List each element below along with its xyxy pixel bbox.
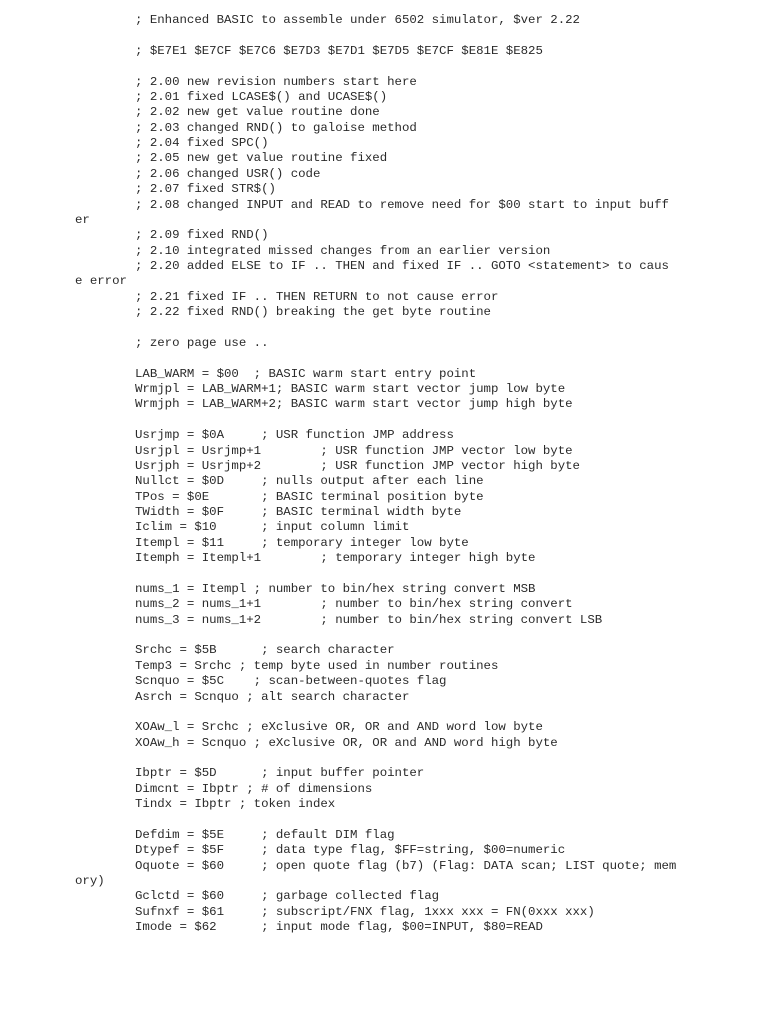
code-line: Scnquo = $5C ; scan-between-quotes flag — [135, 674, 447, 689]
code-line: ; 2.03 changed RND() to galoise method — [135, 120, 417, 135]
blank-line — [0, 413, 768, 428]
code-line-wrapped: ory) — [75, 874, 105, 888]
code-line: ; zero page use .. — [135, 335, 269, 350]
code-line: Nullct = $0D ; nulls output after each line — [135, 474, 484, 489]
code-line: Ibptr = $5D ; input buffer pointer — [135, 766, 425, 781]
blank-line — [0, 628, 768, 643]
code-line-wrapped: e error — [75, 274, 127, 289]
code-line: Oquote = $60 ; open quote flag (b7) (Flag: DATA scan; LIST quote; mem — [135, 858, 677, 873]
blank-line — [0, 567, 768, 582]
code-line-wrapped: er — [75, 212, 90, 227]
blank-line — [0, 813, 768, 828]
code-line: Imode = $62 ; input mode flag, $00=INPUT, $80=READ — [135, 920, 543, 935]
code-line: Usrjmp = $0A ; USR function JMP address — [135, 428, 454, 443]
code-line: nums_1 = Itempl ; number to bin/hex string convert MSB — [135, 581, 536, 596]
blank-line — [0, 28, 768, 43]
blank-line — [0, 751, 768, 766]
code-line: XOAw_h = Scnquo ; eXclusive OR, OR and AND word high byte — [135, 735, 558, 750]
blank-line — [0, 321, 768, 336]
code-line: ; 2.06 changed USR() code — [135, 166, 321, 181]
code-line: Temp3 = Srchc ; temp byte used in number routines — [135, 658, 499, 673]
code-line: Tindx = Ibptr ; token index — [135, 797, 336, 812]
code-line: ; Enhanced BASIC to assemble under 6502 simulator, $ver 2.22 — [135, 13, 580, 27]
code-line: Asrch = Scnquo ; alt search character — [135, 689, 410, 704]
code-line: Itempl = $11 ; temporary integer low byte — [135, 535, 469, 550]
code-line: Sufnxf = $61 ; subscript/FNX flag, 1xxx xxx = FN(0xxx xxx) — [135, 904, 595, 919]
code-line: Dimcnt = Ibptr ; # of dimensions — [135, 781, 373, 796]
code-line: XOAw_l = Srchc ; eXclusive OR, OR and AND word low byte — [135, 720, 543, 735]
code-line: LAB_WARM = $00 ; BASIC warm start entry point — [135, 366, 477, 381]
code-line: ; 2.21 fixed IF .. THEN RETURN to not cause error — [135, 289, 499, 304]
code-line: ; 2.10 integrated missed changes from an earlier version — [135, 243, 551, 258]
code-line: TWidth = $0F ; BASIC terminal width byte — [135, 505, 462, 519]
code-line: Usrjph = Usrjmp+2 ; USR function JMP vector high byte — [135, 458, 580, 473]
code-line: ; 2.22 fixed RND() breaking the get byte routine — [135, 305, 491, 320]
code-line: ; 2.08 changed INPUT and READ to remove need for $00 start to input buff — [135, 197, 669, 212]
code-line: ; 2.00 new revision numbers start here — [135, 74, 417, 89]
code-line: Itemph = Itempl+1 ; temporary integer high byte — [135, 551, 536, 566]
code-line: Srchc = $5B ; search character — [135, 643, 395, 658]
code-line: ; 2.05 new get value routine fixed — [135, 151, 388, 166]
code-line: Wrmjpl = LAB_WARM+1; BASIC warm start vector jump low byte — [135, 382, 566, 396]
code-line: ; 2.09 fixed RND() — [135, 228, 269, 243]
code-line: Wrmjph = LAB_WARM+2; BASIC warm start vector jump high byte — [135, 397, 573, 412]
code-line: nums_3 = nums_1+2 ; number to bin/hex string convert LSB — [135, 612, 603, 627]
code-line: TPos = $0E ; BASIC terminal position byte — [135, 489, 484, 504]
code-line: ; 2.07 fixed STR$() — [135, 182, 276, 197]
code-line: ; 2.20 added ELSE to IF .. THEN and fixed IF .. GOTO <statement> to caus — [135, 259, 669, 273]
source-code-listing — [0, 13, 768, 936]
code-line: ; 2.02 new get value routine done — [135, 105, 380, 120]
code-line: nums_2 = nums_1+1 ; number to bin/hex string convert — [135, 597, 573, 612]
code-line: Usrjpl = Usrjmp+1 ; USR function JMP vector low byte — [135, 443, 573, 458]
code-line: Gclctd = $60 ; garbage collected flag — [135, 889, 440, 904]
blank-line — [0, 351, 768, 366]
code-line: Iclim = $10 ; input column limit — [135, 520, 410, 535]
code-line: Dtypef = $5F ; data type flag, $FF=string, $00=numeric — [135, 843, 566, 858]
code-line: Defdim = $5E ; default DIM flag — [135, 827, 395, 842]
code-line: ; 2.01 fixed LCASE$() and UCASE$() — [135, 89, 388, 104]
blank-line — [0, 705, 768, 720]
code-line: ; $E7E1 $E7CF $E7C6 $E7D3 $E7D1 $E7D5 $E7CF $E81E $E825 — [135, 43, 543, 58]
code-line: ; 2.04 fixed SPC() — [135, 136, 269, 150]
blank-line — [0, 59, 768, 74]
